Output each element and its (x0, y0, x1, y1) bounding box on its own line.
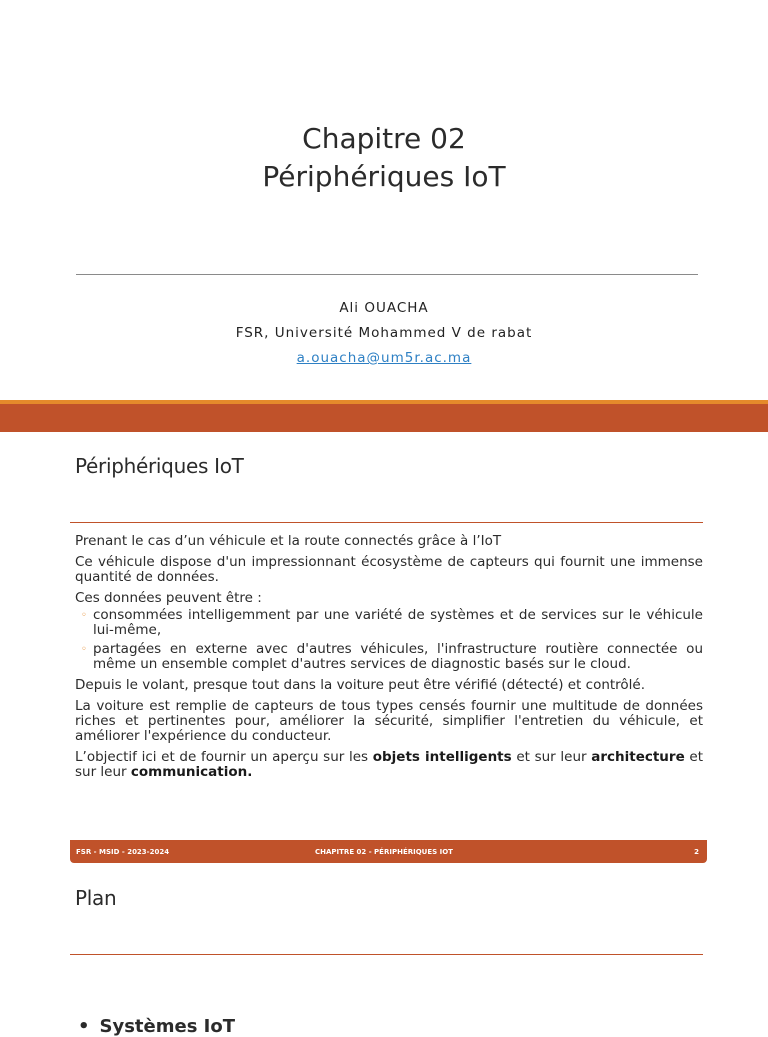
circle-bullet-icon: ◦ (81, 610, 87, 621)
slide-footer (70, 840, 707, 863)
slide-2-body (75, 534, 703, 786)
author-block (0, 296, 768, 371)
list-item-text: partagées en externe avec d'autres véhicules, l'infrastructure routière connectée ou même un ensemble complet d'autres services de diagnostic basés sur le cloud. (93, 641, 703, 672)
slide-title (0, 120, 768, 196)
divider (76, 274, 698, 275)
slide-3-title-rule (70, 954, 703, 955)
author-email-link[interactable]: a.ouacha@um5r.ac.ma (296, 350, 472, 366)
paragraph-sensors: La voiture est remplie de capteurs de tous types censés fournir une multitude de données riches et pertinentes pour, améliorer la sécurité, simplifier l'entretien du véhicule, et améliorer l'expérience du conducteur. (75, 698, 703, 744)
slide-3-title: Plan (75, 886, 117, 910)
footer-page-number: 2 (694, 848, 699, 856)
author-name: Ali OUACHA (339, 300, 429, 316)
paragraph-ecosystem: Ce véhicule dispose d'un impressionnant écosystème de capteurs qui fournit une immense quantité de données. (75, 554, 703, 585)
objective-text: et sur leur (511, 749, 592, 765)
paragraph-data-intro: Ces données peuvent être : (75, 590, 262, 606)
slide-2-title-rule (70, 522, 703, 523)
chapter-subtitle: Périphériques IoT (262, 160, 506, 193)
paragraph-intro: Prenant le cas d’un véhicule et la route connectés grâce à l’IoT (75, 533, 502, 549)
list-item (75, 642, 703, 672)
author-affiliation: FSR, Université Mohammed V de rabat (235, 325, 533, 341)
list-item (75, 608, 703, 638)
objective-bold-architecture: architecture (591, 749, 685, 765)
bullet-list (75, 608, 703, 672)
paragraph-objective (75, 750, 703, 780)
plan-item-text: Systèmes IoT (99, 1016, 236, 1037)
plan-item (78, 1016, 235, 1037)
objective-bold-smart-objects: objets intelligents (372, 749, 512, 765)
footer-chapter: CHAPITRE 02 - PÉRIPHÉRIQUES IOT (315, 848, 453, 856)
chapter-title: Chapitre 02 (302, 122, 466, 155)
bullet-icon: • (78, 1016, 90, 1037)
objective-text: L’objectif ici et de fournir un aperçu sur les (75, 749, 373, 765)
list-item-text: consommées intelligemment par une variété de systèmes et de services sur le véhicule lui-même, (93, 607, 703, 638)
footer-course: FSR - MSID - 2023-2024 (76, 848, 170, 856)
objective-text: et sur leur (75, 749, 703, 780)
slide-2-title: Périphériques IoT (75, 454, 244, 478)
objective-bold-communication: communication. (130, 764, 253, 780)
paragraph-steering: Depuis le volant, presque tout dans la voiture peut être vérifié (détecté) et contrôlé. (75, 677, 646, 693)
circle-bullet-icon: ◦ (81, 644, 87, 655)
slide-separator (0, 404, 768, 432)
title-slide (0, 0, 768, 400)
